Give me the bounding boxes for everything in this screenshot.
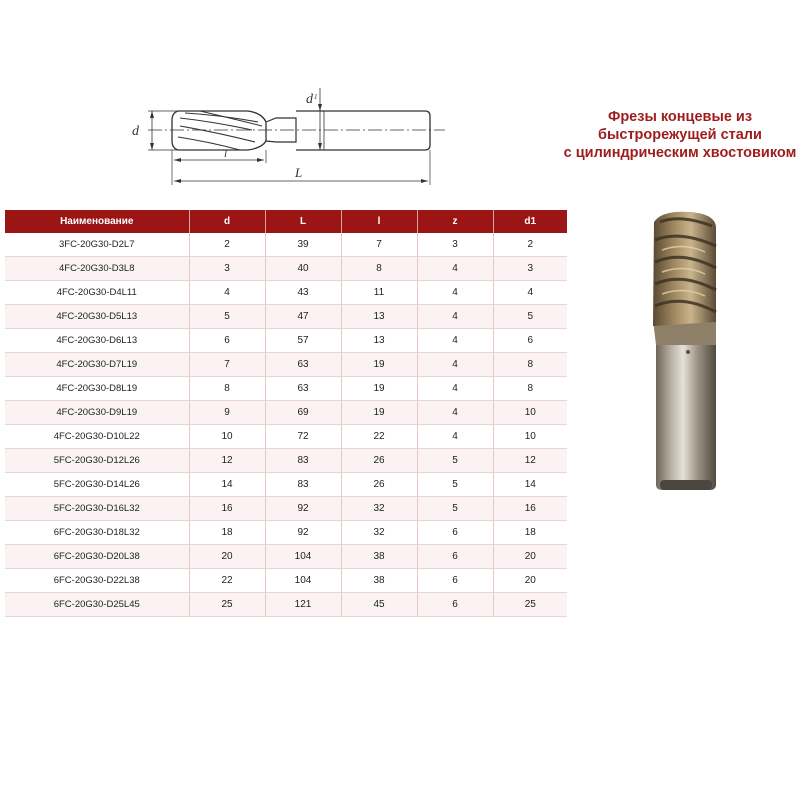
cell-d: 18 — [189, 521, 265, 545]
cell-name: 6FC-20G30-D25L45 — [5, 593, 189, 617]
cell-d: 7 — [189, 353, 265, 377]
cell-l: 7 — [341, 233, 417, 257]
cell-name: 4FC-20G30-D8L19 — [5, 377, 189, 401]
cell-L: 83 — [265, 473, 341, 497]
label-d: d — [132, 124, 139, 139]
title-line-1: Фрезы концевые из — [607, 109, 753, 125]
cell-name: 4FC-20G30-D10L22 — [5, 425, 189, 449]
cell-z: 6 — [417, 593, 493, 617]
cell-z: 6 — [417, 521, 493, 545]
cell-z: 5 — [417, 449, 493, 473]
table-row — [5, 545, 567, 569]
cell-z: 3 — [417, 233, 493, 257]
end-mill-photo — [640, 205, 730, 495]
cell-name: 4FC-20G30-D6L13 — [5, 329, 189, 353]
cell-name: 4FC-20G30-D7L19 — [5, 353, 189, 377]
cell-name: 4FC-20G30-D4L11 — [5, 281, 189, 305]
cell-d1: 8 — [493, 377, 567, 401]
cell-l: 32 — [341, 521, 417, 545]
cell-d: 12 — [189, 449, 265, 473]
cell-z: 4 — [417, 257, 493, 281]
cell-L: 83 — [265, 449, 341, 473]
cell-z: 5 — [417, 497, 493, 521]
cell-z: 4 — [417, 353, 493, 377]
cell-d1: 20 — [493, 569, 567, 593]
cell-name: 5FC-20G30-D16L32 — [5, 497, 189, 521]
table-row — [5, 473, 567, 497]
title-line-2: быстрорежущей стали — [598, 127, 762, 143]
product-title — [560, 108, 800, 162]
cell-d1: 10 — [493, 401, 567, 425]
cell-d1: 25 — [493, 593, 567, 617]
cell-l: 13 — [341, 329, 417, 353]
cell-d1: 14 — [493, 473, 567, 497]
cell-L: 57 — [265, 329, 341, 353]
header-z: z — [417, 210, 493, 233]
cell-z: 4 — [417, 305, 493, 329]
cell-d1: 5 — [493, 305, 567, 329]
cell-d: 10 — [189, 425, 265, 449]
end-mill-drawing — [120, 80, 460, 195]
label-d1-subscript: 1 — [314, 93, 318, 101]
header-l: l — [341, 210, 417, 233]
table-row — [5, 353, 567, 377]
cell-d1: 18 — [493, 521, 567, 545]
table-row — [5, 233, 567, 257]
cell-name: 4FC-20G30-D9L19 — [5, 401, 189, 425]
cell-d: 3 — [189, 257, 265, 281]
cell-z: 4 — [417, 329, 493, 353]
cell-z: 5 — [417, 473, 493, 497]
table-row — [5, 281, 567, 305]
cell-l: 26 — [341, 449, 417, 473]
specs-table — [5, 210, 567, 617]
cell-l: 8 — [341, 257, 417, 281]
cell-L: 104 — [265, 569, 341, 593]
cell-l: 26 — [341, 473, 417, 497]
cell-d: 9 — [189, 401, 265, 425]
cell-d: 20 — [189, 545, 265, 569]
cell-l: 19 — [341, 377, 417, 401]
cell-d: 6 — [189, 329, 265, 353]
cell-l: 45 — [341, 593, 417, 617]
table-row — [5, 401, 567, 425]
table-row — [5, 377, 567, 401]
cell-L: 92 — [265, 497, 341, 521]
table-row — [5, 425, 567, 449]
table-header-row — [5, 210, 567, 233]
cell-l: 22 — [341, 425, 417, 449]
table-row — [5, 329, 567, 353]
table-row — [5, 569, 567, 593]
cell-L: 39 — [265, 233, 341, 257]
cell-L: 69 — [265, 401, 341, 425]
cell-d: 8 — [189, 377, 265, 401]
cell-d1: 16 — [493, 497, 567, 521]
cell-d1: 4 — [493, 281, 567, 305]
cell-z: 4 — [417, 401, 493, 425]
cell-d: 25 — [189, 593, 265, 617]
title-line-3: с цилиндрическим хвостовиком — [563, 145, 797, 161]
cell-z: 4 — [417, 377, 493, 401]
cell-d: 2 — [189, 233, 265, 257]
cell-d1: 3 — [493, 257, 567, 281]
cell-name: 3FC-20G30-D2L7 — [5, 233, 189, 257]
cell-z: 4 — [417, 425, 493, 449]
cell-name: 5FC-20G30-D14L26 — [5, 473, 189, 497]
cell-d1: 2 — [493, 233, 567, 257]
cell-name: 6FC-20G30-D18L32 — [5, 521, 189, 545]
cell-name: 6FC-20G30-D20L38 — [5, 545, 189, 569]
header-L: L — [265, 210, 341, 233]
cell-d1: 12 — [493, 449, 567, 473]
header-name: Наименование — [5, 210, 189, 233]
label-L: L — [295, 165, 303, 180]
cell-d1: 10 — [493, 425, 567, 449]
table-row — [5, 449, 567, 473]
label-d1: d — [306, 92, 313, 107]
table-row — [5, 257, 567, 281]
table-row — [5, 305, 567, 329]
table-row — [5, 593, 567, 617]
cell-L: 121 — [265, 593, 341, 617]
table-row — [5, 521, 567, 545]
cell-L: 104 — [265, 545, 341, 569]
cell-name: 4FC-20G30-D3L8 — [5, 257, 189, 281]
header-d1: d1 — [493, 210, 567, 233]
cell-name: 6FC-20G30-D22L38 — [5, 569, 189, 593]
cell-l: 19 — [341, 353, 417, 377]
cell-L: 63 — [265, 353, 341, 377]
cell-z: 6 — [417, 569, 493, 593]
cell-l: 32 — [341, 497, 417, 521]
cell-L: 40 — [265, 257, 341, 281]
cell-z: 4 — [417, 281, 493, 305]
cell-l: 13 — [341, 305, 417, 329]
label-l: l — [224, 148, 228, 160]
cell-name: 5FC-20G30-D12L26 — [5, 449, 189, 473]
cell-l: 38 — [341, 545, 417, 569]
cell-l: 19 — [341, 401, 417, 425]
table-row — [5, 497, 567, 521]
cell-L: 47 — [265, 305, 341, 329]
cell-d1: 20 — [493, 545, 567, 569]
cell-d: 5 — [189, 305, 265, 329]
cell-d1: 8 — [493, 353, 567, 377]
cell-L: 43 — [265, 281, 341, 305]
cell-L: 63 — [265, 377, 341, 401]
cell-l: 11 — [341, 281, 417, 305]
cell-d1: 6 — [493, 329, 567, 353]
cell-L: 72 — [265, 425, 341, 449]
cell-name: 4FC-20G30-D5L13 — [5, 305, 189, 329]
cell-z: 6 — [417, 545, 493, 569]
cell-l: 38 — [341, 569, 417, 593]
cell-d: 14 — [189, 473, 265, 497]
header-d: d — [189, 210, 265, 233]
cell-d: 16 — [189, 497, 265, 521]
cell-L: 92 — [265, 521, 341, 545]
cell-d: 22 — [189, 569, 265, 593]
cell-d: 4 — [189, 281, 265, 305]
